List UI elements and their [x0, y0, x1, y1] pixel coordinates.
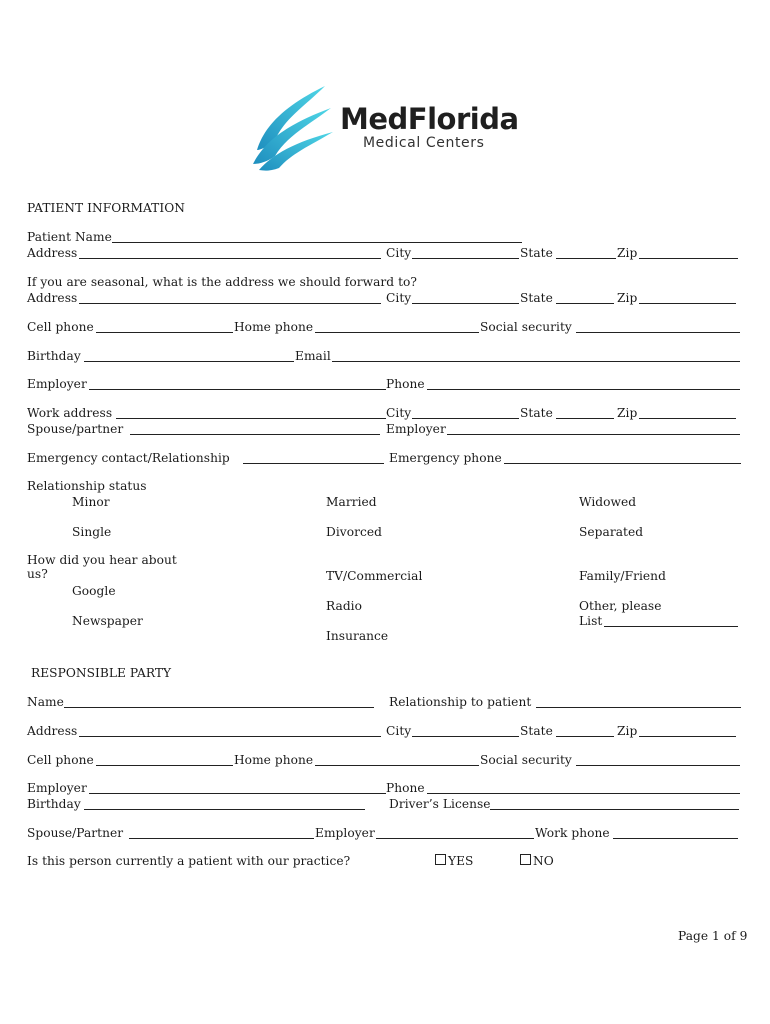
- cell-phone-label: Cell phone: [27, 320, 94, 334]
- rp-cell-phone-label: Cell phone: [27, 753, 94, 767]
- rp-spouse-label: Spouse/Partner: [27, 826, 124, 840]
- rp-phone-label: Phone: [386, 781, 425, 795]
- rp-employer-field[interactable]: [89, 793, 386, 794]
- phone-field[interactable]: [427, 389, 740, 390]
- work-city-field[interactable]: [412, 418, 519, 419]
- rp-relationship-field[interactable]: [536, 707, 741, 708]
- emergency-contact-label: Emergency contact/Relationship: [27, 451, 230, 465]
- referral-label-2: us?: [27, 567, 48, 581]
- no-checkbox[interactable]: [520, 854, 531, 865]
- email-label: Email: [295, 349, 331, 363]
- patient-name-field[interactable]: [112, 242, 522, 243]
- status-option-married[interactable]: Married: [326, 495, 377, 509]
- referral-option-list-label: List: [579, 614, 603, 628]
- work-state-field[interactable]: [556, 418, 614, 419]
- cell-phone-field[interactable]: [96, 332, 233, 333]
- rp-work-phone-label: Work phone: [535, 826, 610, 840]
- referral-option-newspaper[interactable]: Newspaper: [72, 614, 143, 628]
- employer-field[interactable]: [89, 389, 386, 390]
- rp-relationship-label: Relationship to patient: [389, 695, 532, 709]
- spouse-label: Spouse/partner: [27, 422, 124, 436]
- rp-social-security-label: Social security: [480, 753, 572, 767]
- logo-subtitle: Medical Centers: [363, 135, 485, 151]
- spouse-field[interactable]: [130, 434, 380, 435]
- rp-cell-phone-field[interactable]: [96, 765, 233, 766]
- zip-field[interactable]: [639, 258, 738, 259]
- rp-license-field[interactable]: [490, 809, 739, 810]
- rp-home-phone-label: Home phone: [234, 753, 314, 767]
- rp-city-field[interactable]: [412, 736, 519, 737]
- status-option-single[interactable]: Single: [72, 525, 112, 539]
- social-security-field[interactable]: [576, 332, 740, 333]
- work-state-label: State: [520, 406, 553, 420]
- referral-option-google[interactable]: Google: [72, 584, 116, 598]
- relationship-status-label: Relationship status: [27, 479, 147, 493]
- page-number: Page 1 of 9: [678, 929, 748, 943]
- rp-license-label: Driver’s License: [389, 797, 491, 811]
- work-city-label: City: [386, 406, 412, 420]
- emergency-phone-label: Emergency phone: [389, 451, 502, 465]
- rp-address-field[interactable]: [79, 736, 381, 737]
- work-zip-field[interactable]: [639, 418, 736, 419]
- email-field[interactable]: [332, 361, 740, 362]
- seasonal-city-label: City: [386, 291, 412, 305]
- rp-employer-label: Employer: [27, 781, 87, 795]
- state-label: State: [520, 246, 553, 260]
- zip-label: Zip: [617, 246, 638, 260]
- rp-address-label: Address: [27, 724, 78, 738]
- emergency-contact-field[interactable]: [243, 463, 384, 464]
- seasonal-state-label: State: [520, 291, 553, 305]
- social-security-label: Social security: [480, 320, 572, 334]
- city-label: City: [386, 246, 412, 260]
- state-field[interactable]: [556, 258, 616, 259]
- logo-brand: MedFlorida: [340, 102, 519, 136]
- seasonal-zip-label: Zip: [617, 291, 638, 305]
- status-option-widowed[interactable]: Widowed: [579, 495, 637, 509]
- status-option-minor[interactable]: Minor: [72, 495, 110, 509]
- spouse-employer-label: Employer: [386, 422, 446, 436]
- rp-phone-field[interactable]: [427, 793, 740, 794]
- spouse-employer-field[interactable]: [447, 434, 740, 435]
- yes-checkbox[interactable]: [435, 854, 446, 865]
- logo: [245, 78, 535, 173]
- phone-label: Phone: [386, 377, 425, 391]
- home-phone-label: Home phone: [234, 320, 314, 334]
- referral-option-family[interactable]: Family/Friend: [579, 569, 666, 583]
- address-field[interactable]: [79, 258, 381, 259]
- rp-birthday-label: Birthday: [27, 797, 81, 811]
- rp-social-security-field[interactable]: [576, 765, 740, 766]
- seasonal-zip-field[interactable]: [639, 303, 736, 304]
- referral-option-tv[interactable]: TV/Commercial: [326, 569, 423, 583]
- rp-home-phone-field[interactable]: [315, 765, 479, 766]
- birthday-label: Birthday: [27, 349, 81, 363]
- no-label: NO: [533, 854, 554, 868]
- rp-spouse-employer-field[interactable]: [376, 838, 534, 839]
- work-address-field[interactable]: [116, 418, 386, 419]
- referral-option-insurance[interactable]: Insurance: [326, 629, 389, 643]
- seasonal-address-field[interactable]: [79, 303, 381, 304]
- rp-city-label: City: [386, 724, 412, 738]
- rp-name-field[interactable]: [64, 707, 374, 708]
- seasonal-address-label: Address: [27, 291, 78, 305]
- rp-name-label: Name: [27, 695, 64, 709]
- seasonal-city-field[interactable]: [412, 303, 519, 304]
- rp-state-label: State: [520, 724, 553, 738]
- referral-option-radio[interactable]: Radio: [326, 599, 363, 613]
- waves-logo-icon: [245, 78, 340, 173]
- emergency-phone-field[interactable]: [504, 463, 741, 464]
- rp-spouse-field[interactable]: [129, 838, 314, 839]
- rp-spouse-employer-label: Employer: [315, 826, 375, 840]
- rp-birthday-field[interactable]: [84, 809, 365, 810]
- yes-label: YES: [448, 854, 474, 868]
- birthday-field[interactable]: [84, 361, 294, 362]
- current-patient-question: Is this person currently a patient with our practice?: [27, 854, 351, 868]
- rp-zip-field[interactable]: [639, 736, 736, 737]
- status-option-divorced[interactable]: Divorced: [326, 525, 382, 539]
- rp-state-field[interactable]: [556, 736, 614, 737]
- seasonal-question: If you are seasonal, what is the address we should forward to?: [27, 275, 418, 289]
- city-field[interactable]: [412, 258, 519, 259]
- work-address-label: Work address: [27, 406, 113, 420]
- home-phone-field[interactable]: [315, 332, 479, 333]
- patient-info-heading: PATIENT INFORMATION: [27, 201, 185, 215]
- status-option-separated[interactable]: Separated: [579, 525, 644, 539]
- referral-other-field[interactable]: [604, 626, 738, 627]
- referral-label: How did you hear about: [27, 553, 177, 567]
- work-zip-label: Zip: [617, 406, 638, 420]
- referral-option-other[interactable]: Other, please: [579, 599, 662, 613]
- patient-name-label: Patient Name: [27, 230, 112, 244]
- rp-work-phone-field[interactable]: [613, 838, 738, 839]
- rp-zip-label: Zip: [617, 724, 638, 738]
- seasonal-state-field[interactable]: [556, 303, 614, 304]
- address-label: Address: [27, 246, 78, 260]
- employer-label: Employer: [27, 377, 87, 391]
- responsible-party-heading: RESPONSIBLE PARTY: [31, 666, 172, 680]
